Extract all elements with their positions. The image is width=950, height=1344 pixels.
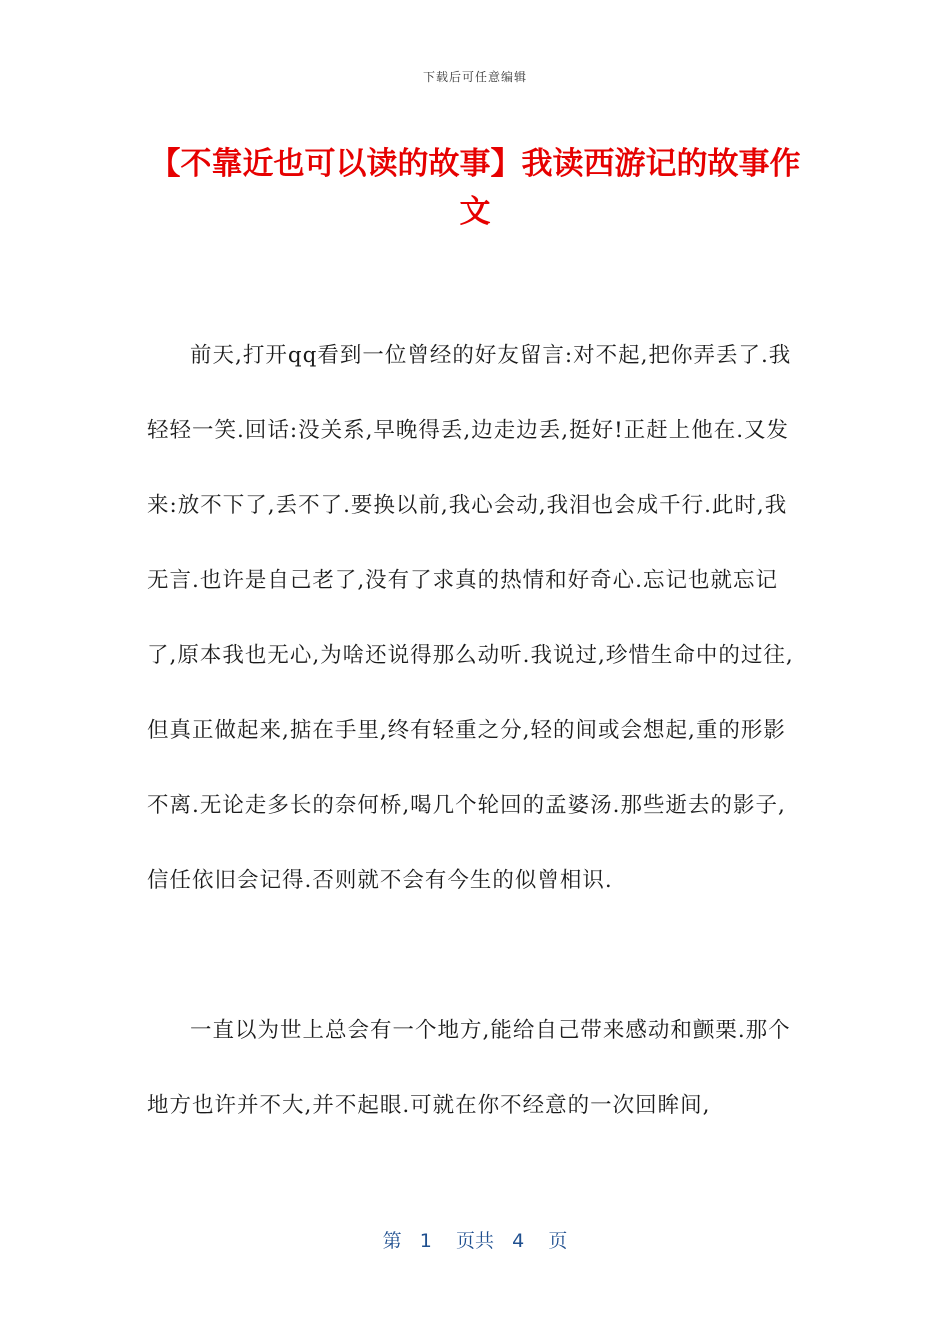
footer-total-pages: 4: [512, 1230, 525, 1252]
footer-label-page: 第: [382, 1230, 402, 1252]
document-title: 【不靠近也可以读的故事】我读西游记的故事作文: [149, 146, 801, 230]
paragraph-1: 前天,打开qq看到一位曾经的好友留言:对不起,把你弄丢了.我轻轻一笑.回话:没关系,早晚得丢,边走边丢,挺好!正赶上他在.又发来:放不下了,丢不了.要换以前,我心会动,我泪也会成千行.此时,我无言.也许是自己老了,没有了求真的热情和好奇心.忘记也就忘记了,原本我也无心,为啥还说得那么动听.我说过,珍惜生命中的过往,但真正做起来,掂在手里,终有轻重之分,轻的间或会想起,重的形影不离.无论走多长的奈何桥,喝几个轮回的孟婆汤.那些逝去的影子,信任依旧会记得.否则就不会有今生的似曾相识.: [147, 343, 794, 893]
header-note: 下载后可任意编辑: [422, 70, 527, 84]
paragraph-2: 一直以为世上总会有一个地方,能给自己带来感动和颤栗.那个地方也许并不大,并不起眼.可就在你不经意的一次回眸间,: [147, 1018, 791, 1118]
footer-label-end: 页: [548, 1230, 568, 1252]
document-body: [147, 318, 807, 1143]
footer-label-of: 页共: [455, 1230, 494, 1252]
footer-current-page: 1: [419, 1230, 432, 1252]
page-footer: [0, 1226, 950, 1253]
